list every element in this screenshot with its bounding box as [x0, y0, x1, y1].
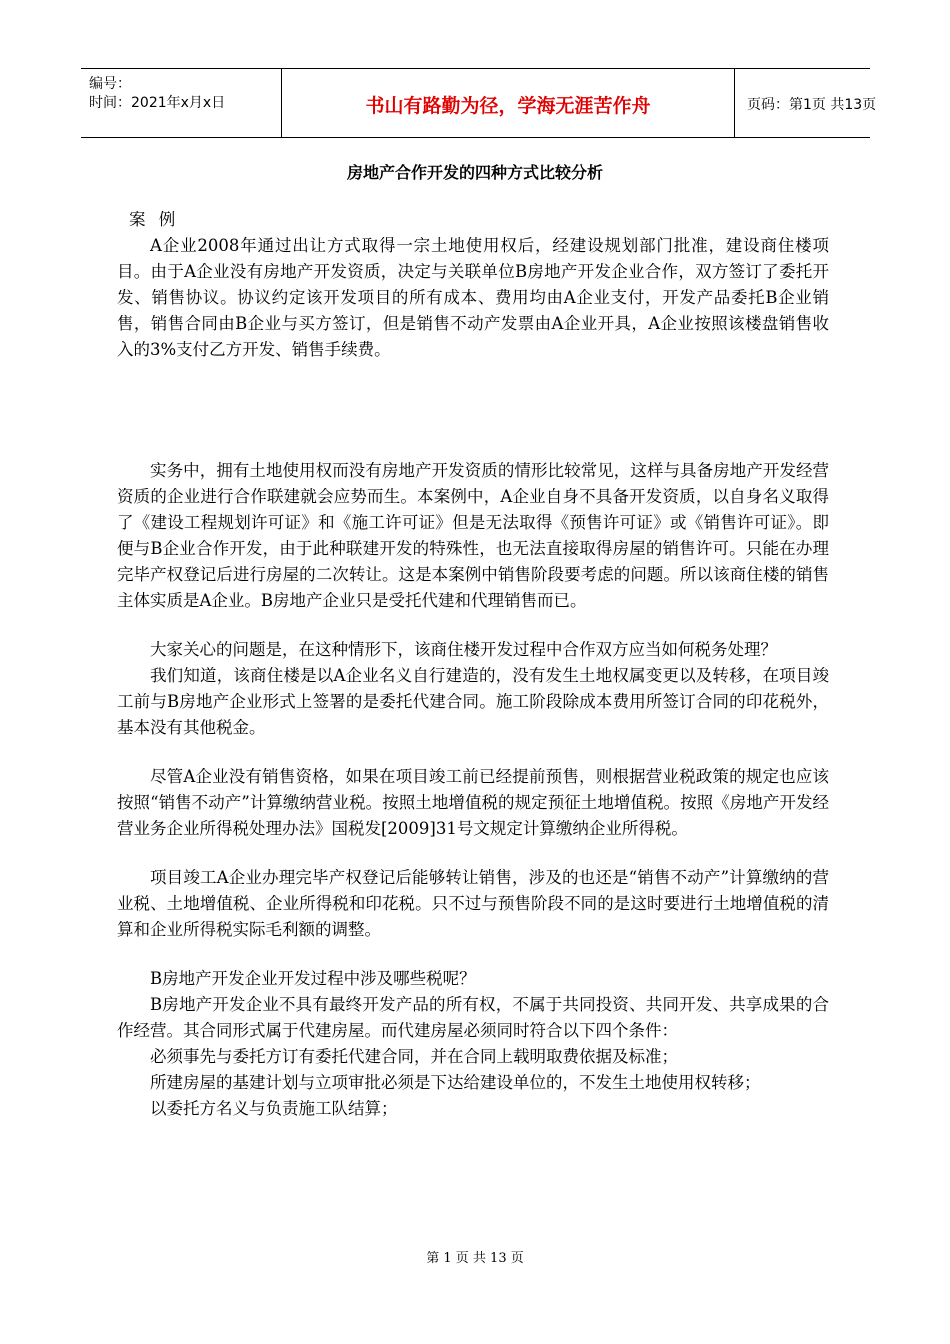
- blank-gap: [117, 741, 829, 764]
- paragraph: 实务中，拥有土地使用权而没有房地产开发资质的情形比较常见，这样与具备房地产开发经营资质的企业进行合作联建就会应势而生。本案例中，A企业自身不具备开发资质，以自身名义取得了《建设工程规划许可证》和《施工许可证》但是无法取得《预售许可证》或《销售许可证》。即便与B企业合作开发，由于此种联建开发的特殊性，也无法直接取得房屋的销售许可。只能在办理完毕产权登记后进行房屋的二次转让。这是本案例中销售阶段要考虑的问题。所以该商住楼的销售主体实质是A企业。B房地产企业只是受托代建和代理销售而已。: [117, 461, 829, 610]
- motto-text: 书山有路勤为径，学海无涯苦作舟: [365, 95, 651, 117]
- paragraph: 项目竣工A企业办理完毕产权登记后能够转让销售，涉及的也还是“销售不动产”计算缴纳的营业税、土地增值税、企业所得税和印花税。只不过与预售阶段不同的是这时要进行土地增值税的清算和企业所得税实际毛利额的调整。: [117, 868, 829, 939]
- blank-gap: [117, 943, 829, 966]
- paragraph: 尽管A企业没有销售资格，如果在项目竣工前已经提前预售，则根据营业税政策的规定也应该按照“销售不动产”计算缴纳营业税。按照土地增值税的规定预征土地增值税。按照《房地产开发经营业务企业所得税处理办法》国税发[2009]31号文规定计算缴纳企业所得税。: [117, 767, 829, 838]
- list-item: 所建房屋的基建计划与立项审批必须是下达给建设单位的，不发生土地使用权转移；: [150, 1073, 761, 1092]
- time-label: 时间：2021年x月x日: [89, 95, 226, 111]
- header-page-cell: [735, 69, 877, 137]
- header-meta: [81, 69, 281, 137]
- paragraph: B房地产开发企业开发过程中涉及哪些税呢？: [150, 969, 476, 988]
- case-heading: 案 例: [129, 210, 180, 229]
- page-footer: 第 1 页 共 13 页: [426, 1251, 524, 1266]
- paragraph: 大家关心的问题是，在这种情形下，该商住楼开发过程中合作双方应当如何税务处理？: [150, 640, 777, 659]
- list-item: 以委托方名义与负责施工队结算；: [150, 1099, 398, 1118]
- blank-gap: [117, 614, 829, 637]
- blank-gap: [117, 842, 829, 865]
- paragraph: 我们知道，该商住楼是以A企业名义自行建造的，没有发生土地权属变更以及转移，在项目竣工前与B房地产企业形式上签署的是委托代建合同。施工阶段除成本费用所签订合同的印花税外，基本没有其他税金。: [117, 666, 829, 737]
- header-table: [81, 68, 877, 138]
- paragraph: A企业2008年通过出让方式取得一宗土地使用权后，经建设规划部门批准，建设商住楼项目。由于A企业没有房地产开发资质，决定与关联单位B房地产开发企业合作，双方签订了委托开发、销售协议。协议约定该开发项目的所有成本、费用均由A企业支付，开发产品委托B企业销售，销售合同由B企业与买方签订，但是销售不动产发票由A企业开具，A企业按照该楼盘销售收入的3%支付乙方开发、销售手续费。: [117, 236, 829, 359]
- page-label: 页码：第1页 共13页: [747, 97, 877, 113]
- number-label: 编号：: [89, 76, 131, 92]
- blank-gap: [117, 363, 829, 458]
- paragraph: B房地产开发企业不具有最终开发产品的所有权，不属于共同投资、共同开发、共享成果的合作经营。其合同形式属于代建房屋。而代建房屋必须同时符合以下四个条件：: [117, 995, 829, 1040]
- document-body: [117, 207, 829, 1122]
- document-title: 房地产合作开发的四种方式比较分析: [346, 163, 603, 182]
- header-motto-cell: [281, 69, 735, 137]
- list-item: 必须事先与委托方订有委托代建合同，并在合同上载明取费依据及标准；: [150, 1047, 678, 1066]
